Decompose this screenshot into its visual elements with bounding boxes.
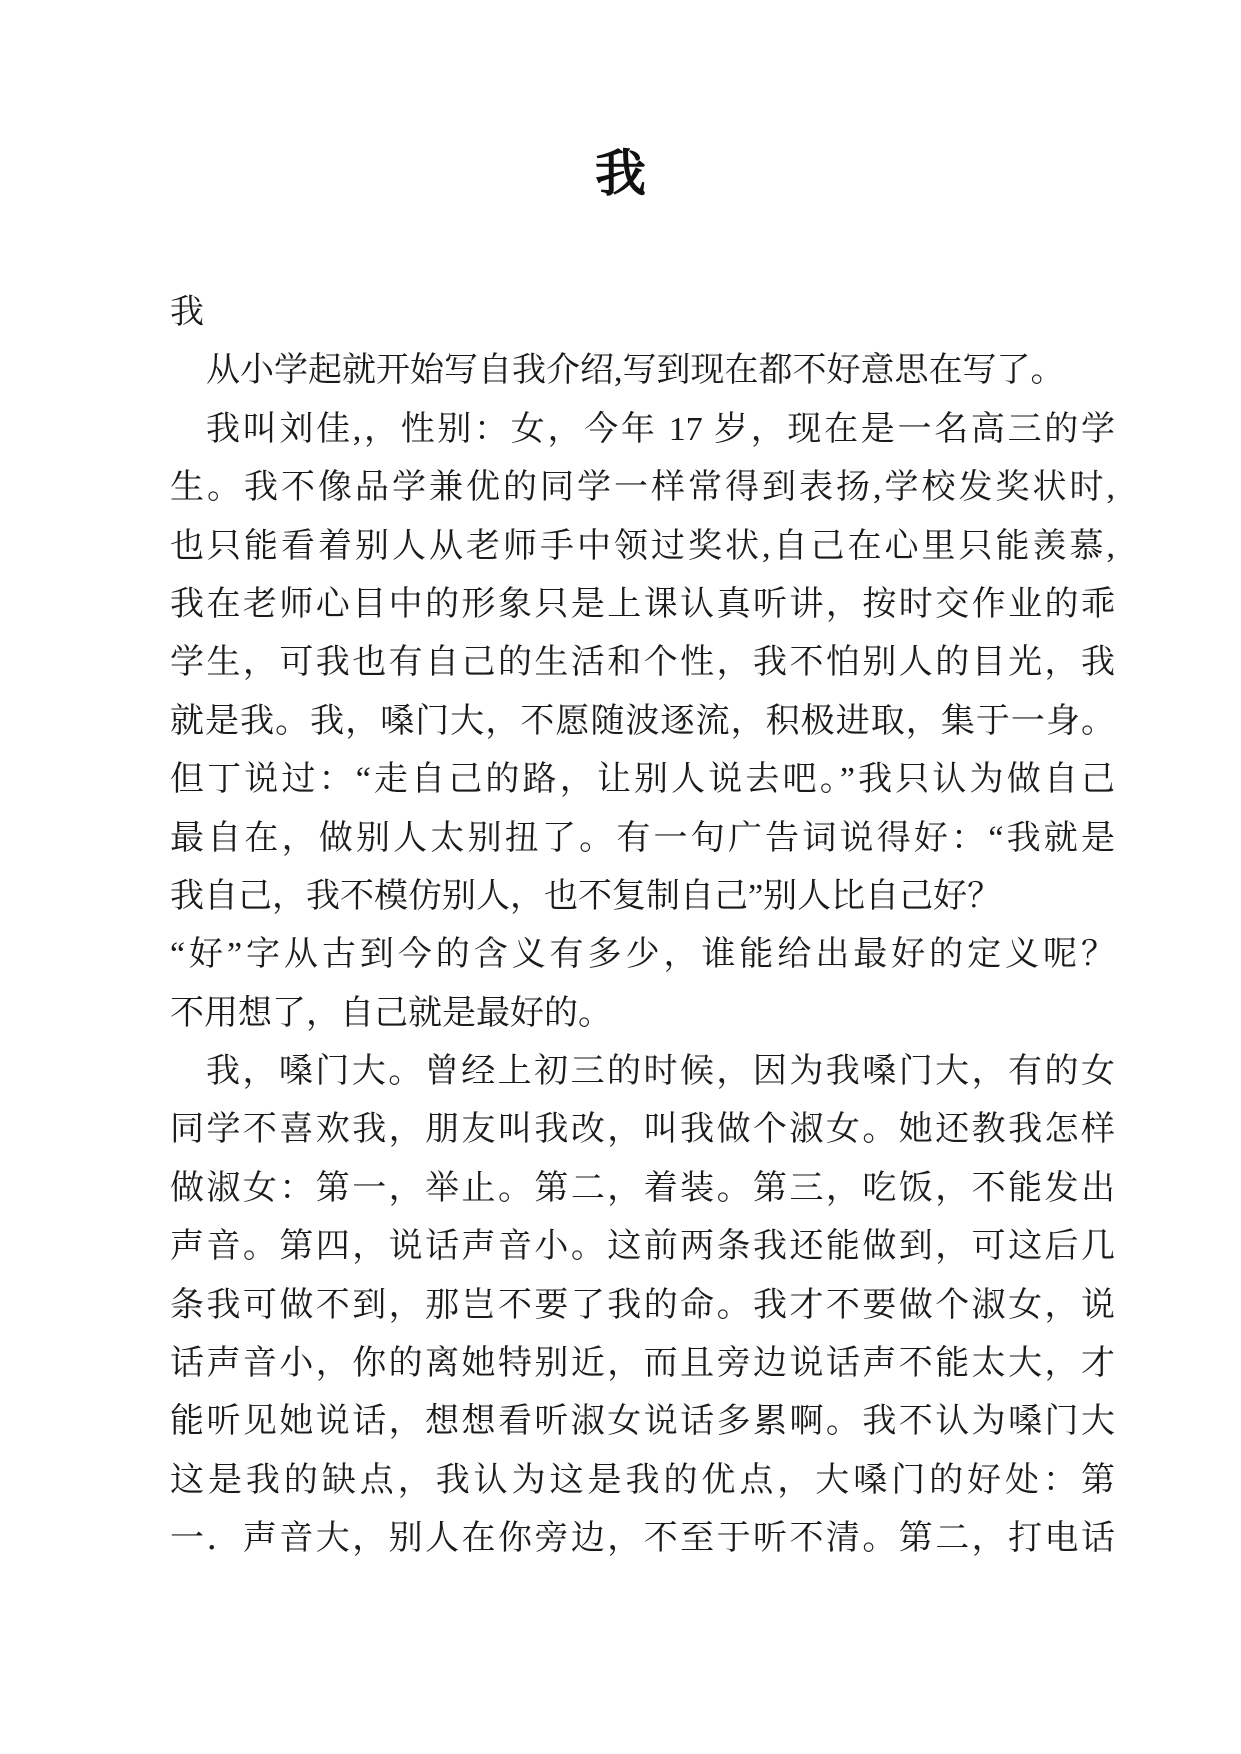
body-line-16: 做淑女：第一，举止。第二，着装。第三，吃饭，不能发出 xyxy=(170,1169,1115,1207)
body-line-6: 我在老师心目中的形象只是上课认真听讲，按时交作业的乖 xyxy=(170,585,1115,623)
body-line-9: 但丁说过：“走自己的路，让别人说去吧。”我只认为做自己 xyxy=(170,761,1115,799)
body-line-10: 最自在，做别人太别扭了。有一句广告词说得好：“我就是 xyxy=(170,819,1115,857)
body-line-3: 我叫刘佳,，性别：女，今年 17 岁，现在是一名高三的学 xyxy=(206,410,1115,448)
document-body xyxy=(170,284,1115,1569)
body-line-8: 就是我。我，嗓门大，不愿随波逐流，积极进取，集于一身。 xyxy=(170,702,1115,740)
body-line-4: 生。我不像品学兼优的同学一样常得到表扬,学校发奖状时, xyxy=(170,469,1115,507)
body-line-17: 声音。第四，说话声音小。这前两条我还能做到，可这后几 xyxy=(170,1228,1115,1266)
body-line-20: 能听见她说话，想想看听淑女说话多累啊。我不认为嗓门大 xyxy=(170,1403,1115,1441)
body-line-14: 我，嗓门大。曾经上初三的时候，因为我嗓门大，有的女 xyxy=(206,1053,1115,1091)
body-line-11: 我自己，我不模仿别人，也不复制自己”别人比自己好？ xyxy=(170,877,1002,915)
body-line-7: 学生，可我也有自己的生活和个性，我不怕别人的目光，我 xyxy=(170,644,1115,682)
document-title: 我 xyxy=(594,147,646,203)
body-line-15: 同学不喜欢我，朋友叫我改，叫我做个淑女。她还教我怎样 xyxy=(170,1111,1115,1149)
body-line-13: 不用想了，自己就是最好的。 xyxy=(170,994,612,1032)
body-line-21: 这是我的缺点，我认为这是我的优点，大嗓门的好处：第 xyxy=(170,1461,1115,1499)
body-line-1: 我 xyxy=(170,294,204,331)
body-line-5: 也只能看着别人从老师手中领过奖状,自己在心里只能羡慕, xyxy=(170,527,1115,565)
body-line-2: 从小学起就开始写自我介绍,写到现在都不好意思在写了。 xyxy=(206,352,1065,390)
body-line-12: “好”字从古到今的含义有多少，谁能给出最好的定义呢？ xyxy=(170,936,1115,974)
body-line-22: 一．声音大，别人在你旁边，不至于听不清。第二，打电话 xyxy=(170,1520,1115,1558)
body-line-19: 话声音小，你的离她特别近，而且旁边说话声不能太大，才 xyxy=(170,1345,1115,1383)
body-line-18: 条我可做不到，那岂不要了我的命。我才不要做个淑女，说 xyxy=(170,1286,1115,1324)
